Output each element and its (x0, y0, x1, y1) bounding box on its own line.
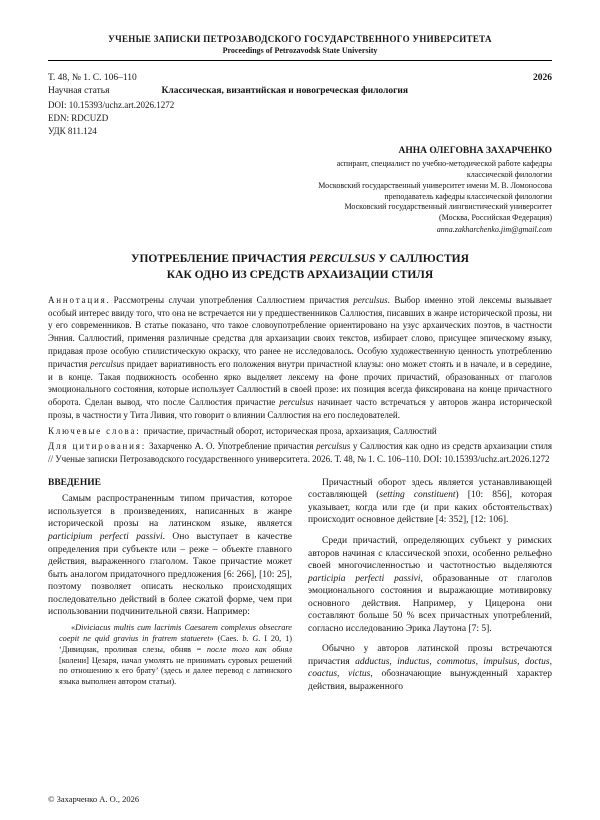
abstract-text: Рассмотрены случаи употребления Саллюстием причастия perculsus. Выбор именно этой лексемы вызывает особый интерес ввиду того, что она не встречается ни у предшественников Саллюстия, писавших в жанре исторической прозы, ни у его современников. В статье показано, что такое словоупотребление ориентировано на узус архаических поэтов, в частности Энния. Саллюстий, применяя различные средства для архаизации своих текстов, избирает слово, присущее эпическому языку, придавая прозе особую стилистическую окраску, что ранее не исследовалось. Особую художественную ценность употреблению причастия perculsus придает вариативность его положения внутри причастной клаузы: оно может стоять и в начале, и в середине, и в конце. Такая подвижность особенно ярко выделяет лексему на фоне прочих причастий, образованных от глаголов эмоционального состояния, которые использует Саллюстий в своей прозе: их позиция всегда фиксирована на конце причастного оборота. Сделан вывод, что после Саллюстия причастие perculsus начинает часто встречаться у авторов жанра исторической прозы, в частности у Тита Ливия, что говорит о влиянии Саллюстия на его последователей. (48, 294, 552, 420)
header-divider (48, 60, 552, 61)
volume-pages: Т. 48, № 1. С. 106–110 (48, 73, 137, 83)
journal-title-ru: УЧЕНЫЕ ЗАПИСКИ ПЕТРОЗАВОДСКОГО ГОСУДАРСТВЕННОГО УНИВЕРСИТЕТА (108, 34, 492, 44)
right-column (308, 477, 552, 694)
left-column (48, 477, 292, 694)
author-email: anna.zakharchenko.jim@gmail.com (436, 224, 552, 234)
body-paragraph-3: Обычно у авторов латинской прозы встречаются причастия adductus, inductus, commotus, impulsus, doctus, coactus, victus, обозначающие вынужденный характер действия, выраженного (308, 644, 552, 692)
footer-copyright: © Захарченко А. О., 2026 (48, 794, 140, 804)
article-body (48, 477, 552, 694)
journal-header (48, 34, 552, 55)
journal-title-en: Proceedings of Petrozavodsk State University (222, 46, 378, 55)
section-heading-introduction: ВВЕДЕНИЕ (48, 477, 101, 488)
abstract-label: Аннотация. (48, 294, 111, 305)
intro-paragraph: Самым распространенным типом причастия, которое используется в произведениях, написанных в жанре исторической прозы на латинском языке, является participium perfecti passivi. Оно выступает в качестве определения при субъекте или – реже – объекте главного действия, выраженного глаголом. Такое причастие может быть аналогом придаточного предложения [6: 266], [10: 25], поэтому позволяет описать несколько происходящих последовательно действий в более сжатой форме, чем при использовании подчинительной связи. Например: (48, 494, 292, 618)
citation-label: Для цитирования: (48, 441, 147, 452)
body-paragraph-1: Причастный оборот здесь является устанавливающей составляющей (setting constituent) [10: 856], которая указывает, когда или где (и при каких обстоятельствах) происходит основное действие [4: 352], [12: 106]. (308, 477, 552, 526)
keywords-paragraph (48, 425, 552, 438)
author-position-line: аспирант, специалист по учебно-методической работе кафедры классической филологии (336, 159, 552, 179)
author-affiliation-line: Московский государственный университет имени М. В. Ломоносова (318, 180, 552, 190)
publication-year: 2026 (533, 73, 552, 83)
article-title (48, 251, 552, 283)
article-title-line1: УПОТРЕБЛЕНИЕ ПРИЧАСТИЯ PERCULSUS У САЛЛЮСТИЯ (131, 252, 469, 265)
author-location: (Москва, Российская Федерация) (439, 213, 552, 223)
doi-line: DOI: 10.15393/uchz.art.2026.1272 (48, 100, 175, 110)
citation-paragraph (48, 440, 552, 466)
article-type-row (48, 86, 552, 96)
author-name: АННА ОЛЕГОВНА ЗАХАРЧЕНКО (398, 146, 552, 157)
keywords-label: Ключевые слова: (48, 425, 141, 436)
latin-quote: «Diviciacus multis cum lacrimis Caesarem complexus obsecrare coepit ne quid gravius in fratrem statueret» (Caes. b. G. I 20, 1) ‘Дивициак, проливая слезы, обняв = после того как обнял [колени] Цезаря, начал умолять не принимать суровых решений по отношению к его брату’ (здесь и далее перевод с латинского языка выполнен автором статьи). (59, 622, 292, 687)
abstract-paragraph (48, 294, 552, 422)
volume-year-row (48, 73, 552, 83)
section-title: Классическая, византийская и новогреческая филология (161, 86, 409, 96)
article-type: Научная статья (48, 86, 110, 96)
edn-line: EDN: RDCUZD (48, 113, 109, 124)
citation-text: Захарченко А. О. Употребление причастия perculsus у Саллюстия как одно из средств архаизации стиля // Ученые записки Петрозаводского государственного университета. 2026. Т. 48, № 1. С. 106–110. DOI: 10.15393/uchz.art.2026.1272 (48, 441, 552, 465)
author-block (48, 146, 552, 236)
author-affiliation-line-2: Московский государственный лингвистический университет (344, 202, 552, 212)
article-title-line2: КАК ОДНО ИЗ СРЕДСТВ АРХАИЗАЦИИ СТИЛЯ (166, 268, 434, 281)
body-paragraph-2: Среди причастий, определяющих субъект у римских авторов начиная с классической эпохи, особенно рельефно своей многочисленностью и частотностью выделяются participia perfecti passivi, образованные от глаголов эмоционального состояния и выражающие мотивировку основного действия. Например, у Цицерона они составляют больше 50 % всех причастных употреблений, согласно исследованию Эрика Лаутона [7: 5]. (308, 535, 552, 634)
author-position-line-2: преподаватель кафедры классической филологии (384, 191, 552, 201)
keywords-text: причастие, причастный оборот, историческая проза, архаизация, Саллюстий (143, 425, 437, 436)
udc-line: УДК 811.124 (48, 126, 97, 137)
